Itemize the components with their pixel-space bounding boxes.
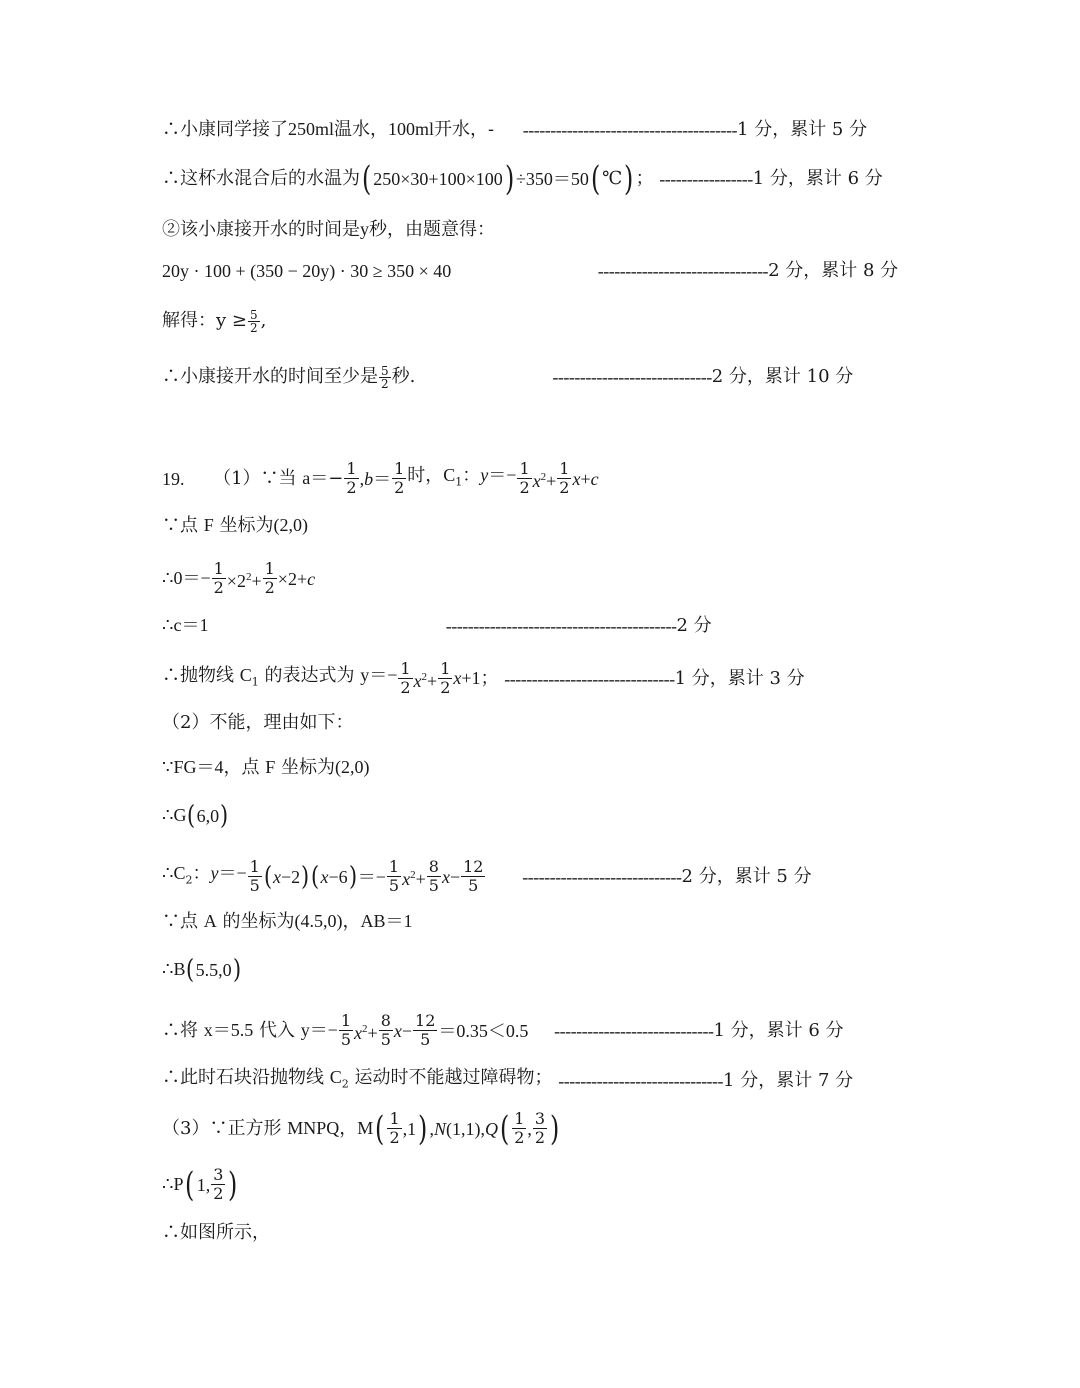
solution-line-5: 解得：y ≥ $\frac{5}{2}$ , bbox=[162, 307, 267, 335]
solution-line-4: 20y · 100 + (350 − 20y) · 30 ≥ 350 × 40 -------------------------------2 分，累计 8 分 bbox=[162, 256, 960, 286]
score-note: 1 分，累计 7 分 bbox=[723, 1069, 854, 1091]
solution-line-18: ∴将 x＝5.5 代入 y＝− $\frac{1}{5}$ $x^2+$ $\frac{8}{5}$ x− $\frac{12}{5}$ ＝0.35＜0.5 -----------------------------1 分，累计 6 分 bbox=[162, 1011, 844, 1049]
score-note: 2 分，累计 10 分 bbox=[711, 366, 854, 387]
score-leader: ------------------------------- bbox=[597, 261, 769, 281]
score-note: 2 分，累计 5 分 bbox=[681, 865, 812, 887]
solution-line-1: ∴小康同学接了250ml温水，100ml开水，- ---------------------------------------1 分，累计 5 分 bbox=[162, 114, 960, 145]
solution-line-15: $\therefore C_2$：y＝− $\frac{1}{5}$ (x−2)(x−6)＝− $\frac{1}{5}$ $x^2+$ $\frac{8}{5}$ x− $\frac{12}{5}$ -----------------------------2 分，累计 5 分 bbox=[162, 857, 812, 896]
score-note: 1 分，累计 5 分 bbox=[737, 118, 868, 140]
solution-line-16: ∵点 A 的坐标为(4.5,0)，AB＝1 bbox=[162, 911, 413, 932]
solution-line-10: ∴c＝1 ------------------------------------------2 分 bbox=[162, 610, 960, 641]
solution-line-20: （3）∵正方形 MNPQ，M( $\frac{1}{2}$ ,1) ,N(1,1),Q( $\frac{1}{2}$ , $\frac{3}{2}$ ) bbox=[162, 1108, 560, 1149]
solution-line-2: ∴这杯水混合后的水温为( 250×30+100×100) ÷350＝50( ℃) ； -----------------1 分，累计 6 分 bbox=[162, 159, 883, 199]
score-leader: ------------------------------ bbox=[558, 1070, 724, 1091]
score-leader: ----------------------------- bbox=[522, 866, 682, 887]
solution-line-17: ∴B(5.5,0) bbox=[162, 954, 241, 985]
solution-line-14: ∴G(6,0) bbox=[162, 800, 229, 831]
problem-19-header: 19. （1）∵当 a＝− $\frac{1}{2}$ ,b＝ $\frac{1}{2}$ 时，$C_1$：y＝− $\frac{1}{2}$ $x^2+$ $\frac{1}{2}$ x+c bbox=[162, 459, 599, 498]
solution-line-9: ∴0＝− $\frac{1}{2}$ $\times 2^2+$ $\frac{1}{2}$ ×2+c bbox=[162, 559, 316, 597]
score-leader: ------------------------------------------ bbox=[445, 615, 677, 636]
score-leader: ----------------------------- bbox=[552, 367, 712, 387]
score-note: 1 分，累计 6 分 bbox=[713, 1019, 844, 1041]
score-leader: ----------------------------- bbox=[554, 1020, 714, 1041]
solution-line-6: ∴小康接开水的时间至少是 $\frac{5}{2}$ 秒. -----------------------------2 分，累计 10 分 bbox=[162, 363, 854, 391]
solution-line-12: （2）不能，理由如下： bbox=[162, 712, 354, 733]
solution-line-21: ∴P( 1, $\frac{3}{2}$ ) bbox=[162, 1164, 238, 1205]
solution-line-19: ∴此时石块沿抛物线 $C_2$ 运动时不能越过障碍物； ------------------------------1 分，累计 7 分 bbox=[162, 1062, 960, 1100]
solution-line-13: ∵FG＝4，点 F 坐标为(2,0) bbox=[162, 757, 370, 778]
score-leader: ------------------------------- bbox=[504, 668, 675, 689]
score-note: 2 分 bbox=[676, 614, 712, 636]
score-leader: ----------------- bbox=[659, 169, 753, 189]
score-leader: --------------------------------------- bbox=[522, 119, 738, 140]
score-note: 1 分，累计 3 分 bbox=[674, 667, 805, 689]
solution-line-22: ∴如图所示， bbox=[162, 1222, 270, 1243]
solution-line-8: ∵点 F 坐标为(2,0) bbox=[162, 515, 308, 536]
solution-line-3: ②该小康接开水的时间是y秒，由题意得： bbox=[162, 219, 495, 240]
score-note: 2 分，累计 8 分 bbox=[768, 260, 899, 281]
solution-line-11: ∴抛物线 $C_1$ 的表达式为 y＝− $\frac{1}{2}$ $x^2+$ $\frac{1}{2}$ x+1； -------------------------------1 分，累计 3 分 bbox=[162, 659, 805, 698]
score-note: 1 分，累计 6 分 bbox=[752, 168, 883, 189]
